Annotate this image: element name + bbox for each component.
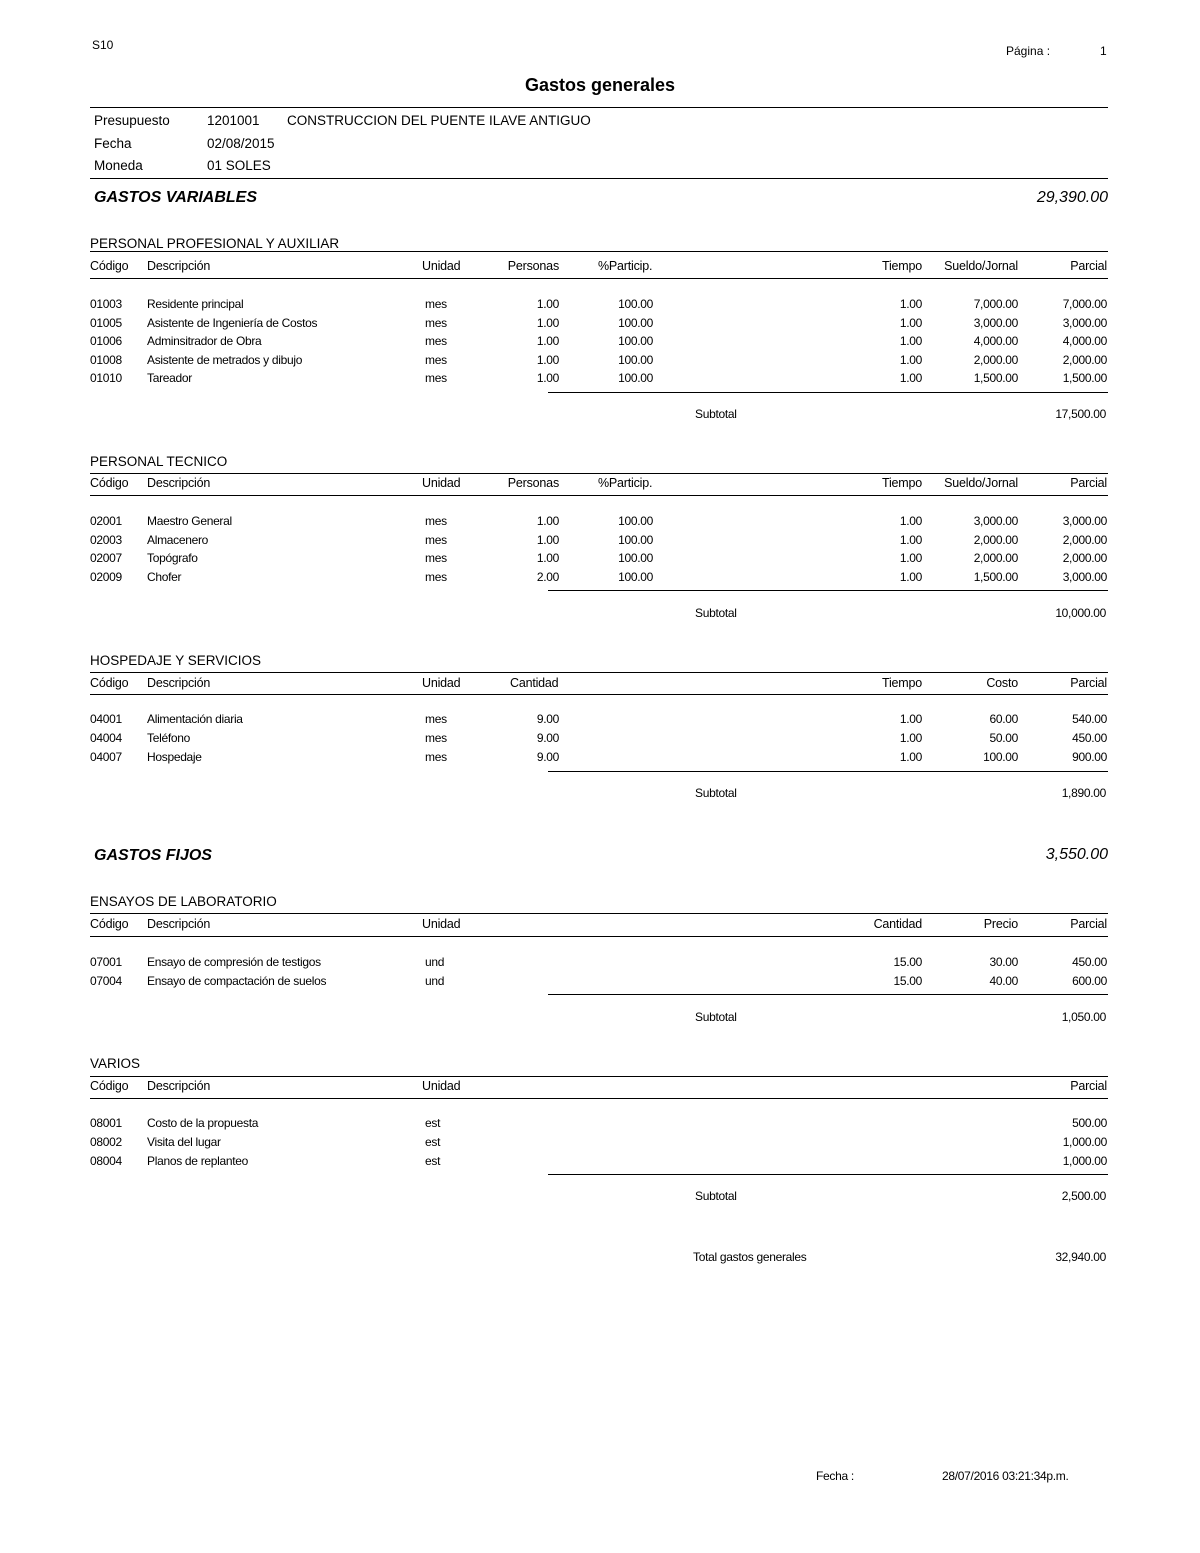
subtotal-value: 2,500.00 [1061,1189,1106,1203]
table-cell: 100.00 [618,551,653,565]
table-cell: 7,000.00 [973,297,1018,311]
table-cell: 100.00 [618,570,653,584]
table-cell: est [425,1154,441,1168]
table-cell: mes [425,570,447,584]
subtotal-divider [548,590,1108,591]
column-header: Descripción [147,259,211,273]
table-cell: Asistente de metrados y dibujo [147,353,303,367]
column-header: Unidad [422,259,461,273]
column-header: Código [90,476,129,490]
table-cell: 08004 [90,1154,122,1168]
table-cell: 1,000.00 [1062,1135,1107,1149]
table-cell: 1.00 [536,514,559,528]
column-header: Parcial [1070,917,1107,931]
program-label: S10 [92,38,114,52]
subtotal-label: Subtotal [695,1189,737,1203]
table-cell: 1.00 [899,731,922,745]
column-header: Código [90,259,129,273]
table-cell: 02001 [90,514,122,528]
table-cell: 100.00 [618,371,653,385]
table-cell: 1,500.00 [1062,371,1107,385]
subtotal-label: Subtotal [695,786,737,800]
grand-total-label: Total gastos generales [693,1250,807,1264]
date-label: Fecha [94,136,132,151]
table-cell: Visita del lugar [147,1135,221,1149]
table-cell: 900.00 [1072,750,1107,764]
table-cell: 1.00 [536,371,559,385]
table-cell: 2,000.00 [973,551,1018,565]
column-header: Tiempo [881,476,922,490]
table-cell: 15.00 [893,974,922,988]
table-cell: 15.00 [893,955,922,969]
table-cell: 01006 [90,334,122,348]
table-cell: 08001 [90,1116,122,1130]
table-cell: 2.00 [536,570,559,584]
table-cell: und [425,974,445,988]
subtotal-divider [548,1174,1108,1175]
table-cell: Alimentación diaria [147,712,243,726]
table-cell: 100.00 [618,316,653,330]
column-header: %Particip. [598,259,653,273]
table-cell: 3,000.00 [1062,570,1107,584]
table-cell: mes [425,551,447,565]
table-cell: 1.00 [536,353,559,367]
group-title: VARIOS [90,1056,141,1071]
table-cell: Hospedaje [147,750,202,764]
table-cell: 1.00 [899,712,922,726]
group-title: PERSONAL PROFESIONAL Y AUXILIAR [90,236,340,251]
table-cell: 100.00 [618,334,653,348]
table-cell: Ensayo de compresión de testigos [147,955,321,969]
table-cell: 9.00 [536,750,559,764]
section-title-variables: GASTOS VARIABLES [94,189,257,206]
title-divider [90,107,1108,108]
table-cell: Teléfono [147,731,190,745]
table-cell: est [425,1135,441,1149]
column-header: Personas [507,476,559,490]
column-header: Parcial [1070,476,1107,490]
table-cell: 50.00 [989,731,1018,745]
column-header: Sueldo/Jornal [944,476,1018,490]
column-header: Costo [986,676,1018,690]
table-cell: 2,000.00 [1062,533,1107,547]
table-cell: 1.00 [899,750,922,764]
table-cell: 500.00 [1072,1116,1107,1130]
table-cell: 1,500.00 [973,371,1018,385]
table-cell: 1.00 [899,371,922,385]
table-cell: 100.00 [618,533,653,547]
table-cell: 08002 [90,1135,122,1149]
table-cell: 04001 [90,712,122,726]
table-cell: mes [425,371,447,385]
column-header: Código [90,1079,129,1093]
column-header: Parcial [1070,676,1107,690]
table-cell: 07004 [90,974,122,988]
table-cell: 01008 [90,353,122,367]
group-header-divider [90,1098,1108,1099]
table-cell: 3,000.00 [1062,514,1107,528]
column-header: %Particip. [598,476,653,490]
table-cell: 1.00 [899,551,922,565]
table-cell: 450.00 [1072,731,1107,745]
column-header: Unidad [422,476,461,490]
group-header-divider [90,936,1108,937]
footer-date-value: 28/07/2016 03:21:34p.m. [942,1469,1069,1483]
table-cell: Residente principal [147,297,244,311]
table-cell: 01010 [90,371,122,385]
column-header: Unidad [422,917,461,931]
table-cell: 04004 [90,731,122,745]
table-cell: mes [425,297,447,311]
table-cell: 1.00 [899,533,922,547]
subtotal-value: 1,050.00 [1061,1010,1106,1024]
table-cell: 04007 [90,750,122,764]
table-cell: 01005 [90,316,122,330]
table-cell: 1.00 [536,551,559,565]
table-cell: Adminsitrador de Obra [147,334,262,348]
subtotal-divider [548,771,1108,772]
table-cell: mes [425,316,447,330]
column-header: Personas [507,259,559,273]
date-value: 02/08/2015 [207,136,275,151]
subtotal-value: 17,500.00 [1055,407,1106,421]
table-cell: 450.00 [1072,955,1107,969]
table-cell: mes [425,750,447,764]
table-cell: und [425,955,445,969]
column-header: Descripción [147,917,211,931]
table-cell: 40.00 [989,974,1018,988]
table-cell: 1.00 [899,334,922,348]
currency-value: 01 SOLES [207,158,271,173]
table-cell: 02009 [90,570,122,584]
header-divider [90,178,1108,179]
table-cell: 540.00 [1072,712,1107,726]
section-title-fijos: GASTOS FIJOS [94,847,212,864]
table-cell: 2,000.00 [1062,551,1107,565]
section-total-fijos: 3,550.00 [1045,846,1108,863]
group-top-divider [90,913,1108,914]
group-header-divider [90,694,1108,695]
table-cell: 1.00 [899,316,922,330]
table-cell: Topógrafo [147,551,198,565]
group-title: ENSAYOS DE LABORATORIO [90,894,277,909]
table-cell: mes [425,514,447,528]
table-cell: est [425,1116,441,1130]
table-cell: 100.00 [618,297,653,311]
table-cell: Ensayo de compactación de suelos [147,974,327,988]
subtotal-divider [548,392,1108,393]
table-cell: 02003 [90,533,122,547]
table-cell: 2,000.00 [973,353,1018,367]
table-cell: mes [425,334,447,348]
table-cell: Tareador [147,371,192,385]
page-label: Página : [1006,44,1051,58]
subtotal-label: Subtotal [695,1010,737,1024]
column-header: Tiempo [881,259,922,273]
table-cell: 30.00 [989,955,1018,969]
table-cell: 100.00 [618,353,653,367]
table-cell: 3,000.00 [973,316,1018,330]
table-cell: 2,000.00 [1062,353,1107,367]
table-cell: 1.00 [899,570,922,584]
table-cell: Planos de replanteo [147,1154,249,1168]
subtotal-value: 10,000.00 [1055,606,1106,620]
group-top-divider [90,1076,1108,1077]
group-header-divider [90,495,1108,496]
page-number: 1 [1100,44,1107,58]
table-cell: 1.00 [899,297,922,311]
table-cell: Almacenero [147,533,209,547]
table-cell: 4,000.00 [973,334,1018,348]
table-cell: 1.00 [536,297,559,311]
table-cell: 1,000.00 [1062,1154,1107,1168]
subtotal-label: Subtotal [695,606,737,620]
group-top-divider [90,251,1108,252]
column-header: Tiempo [881,676,922,690]
table-cell: mes [425,353,447,367]
column-header: Descripción [147,676,211,690]
page-title: Gastos generales [524,75,676,95]
column-header: Parcial [1070,1079,1107,1093]
table-cell: 9.00 [536,731,559,745]
column-header: Código [90,676,129,690]
table-cell: 100.00 [618,514,653,528]
currency-label: Moneda [94,158,143,173]
table-cell: 2,000.00 [973,533,1018,547]
group-top-divider [90,473,1108,474]
table-cell: Chofer [147,570,182,584]
table-cell: mes [425,533,447,547]
column-header: Parcial [1070,259,1107,273]
column-header: Cantidad [873,917,922,931]
table-cell: 01003 [90,297,122,311]
table-cell: 1.00 [899,353,922,367]
table-cell: 3,000.00 [1062,316,1107,330]
column-header: Cantidad [510,676,559,690]
table-cell: Maestro General [147,514,232,528]
table-cell: 100.00 [983,750,1018,764]
table-cell: mes [425,712,447,726]
budget-label: Presupuesto [94,113,170,128]
budget-name: CONSTRUCCION DEL PUENTE ILAVE ANTIGUO [287,113,591,128]
table-cell: Costo de la propuesta [147,1116,259,1130]
table-cell: 1.00 [536,334,559,348]
budget-code: 1201001 [207,113,260,128]
column-header: Código [90,917,129,931]
footer-date-label: Fecha : [816,1469,854,1483]
column-header: Precio [983,917,1018,931]
subtotal-divider [548,994,1108,995]
table-cell: Asistente de Ingeniería de Costos [147,316,318,330]
subtotal-label: Subtotal [695,407,737,421]
group-top-divider [90,672,1108,673]
table-cell: 1.00 [536,316,559,330]
table-cell: 1,500.00 [973,570,1018,584]
table-cell: 1.00 [536,533,559,547]
subtotal-value: 1,890.00 [1061,786,1106,800]
table-cell: 4,000.00 [1062,334,1107,348]
grand-total-value: 32,940.00 [1055,1250,1106,1264]
table-cell: 60.00 [989,712,1018,726]
table-cell: 600.00 [1072,974,1107,988]
table-cell: 1.00 [899,514,922,528]
column-header: Descripción [147,476,211,490]
group-header-divider [90,278,1108,279]
column-header: Sueldo/Jornal [944,259,1018,273]
group-title: HOSPEDAJE Y SERVICIOS [90,653,262,668]
column-header: Unidad [422,1079,461,1093]
table-cell: 9.00 [536,712,559,726]
table-cell: 07001 [90,955,122,969]
table-cell: 3,000.00 [973,514,1018,528]
table-cell: 7,000.00 [1062,297,1107,311]
table-cell: mes [425,731,447,745]
section-total-variables: 29,390.00 [1036,189,1108,206]
table-cell: 02007 [90,551,122,565]
group-title: PERSONAL TECNICO [90,454,228,469]
column-header: Unidad [422,676,461,690]
column-header: Descripción [147,1079,211,1093]
